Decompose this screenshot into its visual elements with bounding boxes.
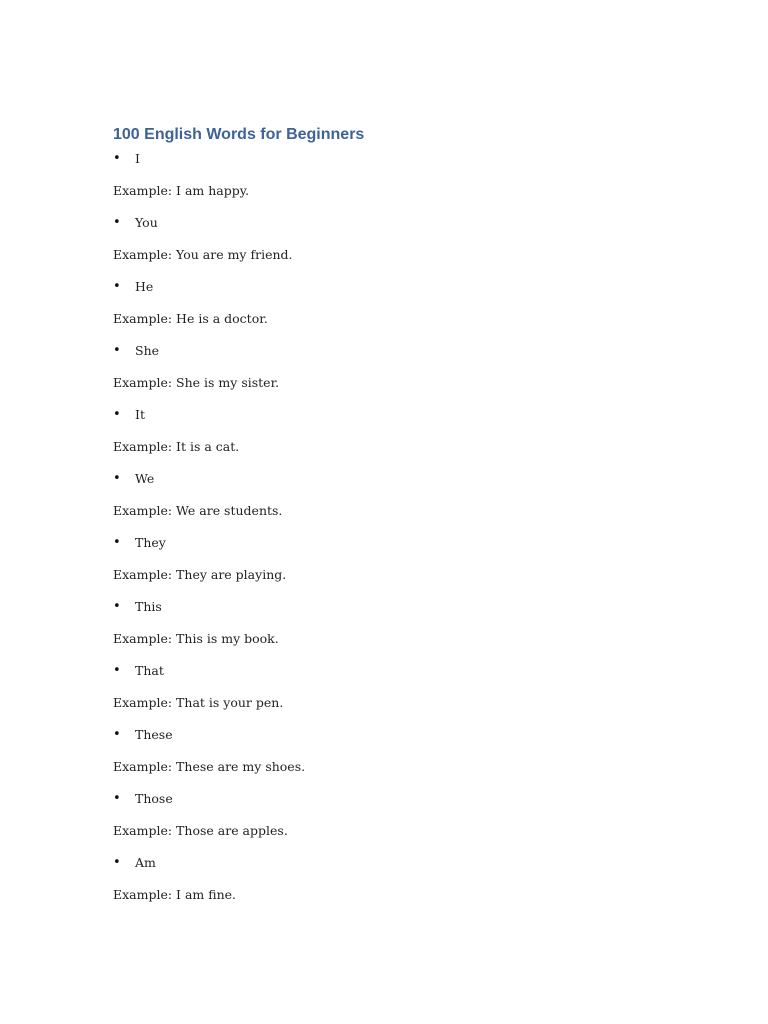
vocabulary-word: This (135, 599, 162, 614)
bullet-icon: • (113, 343, 121, 358)
list-item (113, 662, 673, 726)
word-line (113, 854, 673, 886)
example-sentence: Example: It is a cat. (113, 439, 240, 454)
vocabulary-word: I (135, 151, 140, 166)
list-item (113, 854, 673, 918)
example-sentence: Example: I am fine. (113, 887, 237, 902)
word-line (113, 534, 673, 566)
vocabulary-word: They (135, 535, 166, 550)
word-line (113, 598, 673, 630)
document-body (113, 124, 673, 918)
example-sentence: Example: Those are apples. (113, 823, 288, 838)
list-item (113, 790, 673, 854)
word-line (113, 214, 673, 246)
bullet-icon: • (113, 279, 121, 294)
word-line (113, 470, 673, 502)
example-sentence: Example: That is your pen. (113, 695, 284, 710)
list-item (113, 214, 673, 278)
vocabulary-word: These (135, 727, 173, 742)
vocabulary-word: You (135, 215, 158, 230)
bullet-icon: • (113, 471, 121, 486)
bullet-icon: • (113, 791, 121, 806)
vocabulary-word: Those (135, 791, 173, 806)
vocabulary-word: It (135, 407, 145, 422)
bullet-icon: • (113, 407, 121, 422)
document-title: 100 English Words for Beginners (113, 126, 365, 143)
word-line (113, 406, 673, 438)
vocabulary-word: She (135, 343, 160, 358)
list-item (113, 406, 673, 470)
bullet-icon: • (113, 727, 121, 742)
word-line (113, 278, 673, 310)
bullet-icon: • (113, 215, 121, 230)
bullet-icon: • (113, 599, 121, 614)
vocabulary-word: That (135, 663, 164, 678)
bullet-icon: • (113, 855, 121, 870)
word-line (113, 342, 673, 374)
example-sentence: Example: These are my shoes. (113, 759, 306, 774)
example-sentence: Example: We are students. (113, 503, 283, 518)
vocabulary-word: He (135, 279, 154, 294)
word-line (113, 662, 673, 694)
example-sentence: Example: This is my book. (113, 631, 279, 646)
list-item (113, 470, 673, 534)
example-sentence: Example: You are my friend. (113, 247, 293, 262)
list-item (113, 342, 673, 406)
vocabulary-word: We (135, 471, 155, 486)
word-line (113, 726, 673, 758)
example-sentence: Example: He is a doctor. (113, 311, 268, 326)
list-item (113, 150, 673, 214)
bullet-icon: • (113, 535, 121, 550)
list-item (113, 726, 673, 790)
example-sentence: Example: I am happy. (113, 183, 250, 198)
vocabulary-word: Am (135, 855, 156, 870)
list-item (113, 598, 673, 662)
list-item (113, 534, 673, 598)
list-item (113, 278, 673, 342)
word-line (113, 150, 673, 182)
bullet-icon: • (113, 663, 121, 678)
example-sentence: Example: She is my sister. (113, 375, 280, 390)
example-sentence: Example: They are playing. (113, 567, 287, 582)
bullet-icon: • (113, 151, 121, 166)
word-line (113, 790, 673, 822)
